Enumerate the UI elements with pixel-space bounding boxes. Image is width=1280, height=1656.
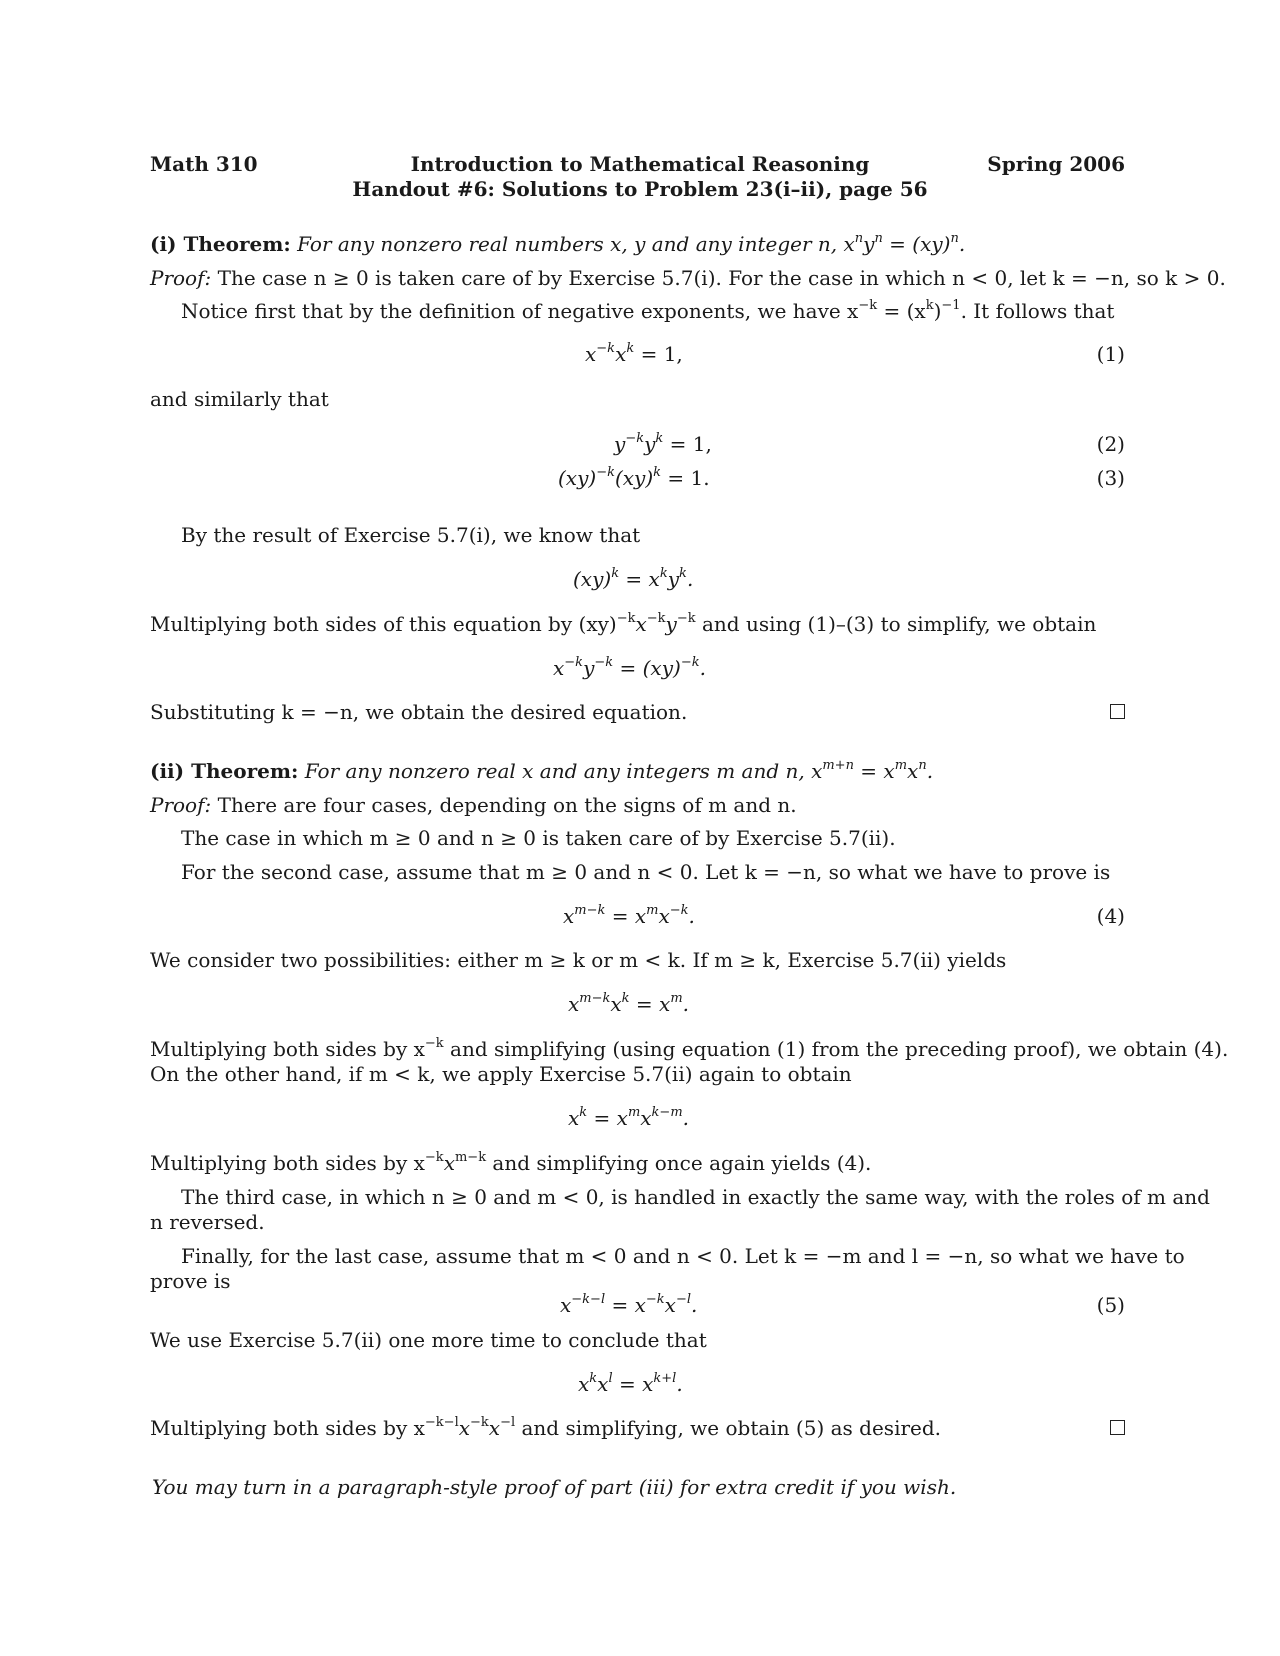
qed-square	[1110, 1420, 1125, 1435]
equation-result-i: $x^{-k}y^{-k} = (xy)^{-k}$.	[553, 655, 706, 680]
extra-credit-note: You may turn in a paragraph-style proof of part (iii) for extra credit if you wish.	[152, 1475, 957, 1499]
proof-i-line1: Proof: The case n ≥ 0 is taken care of by Exercise 5.7(i). For the case in which n < 0, let k = −n, so k > 0.	[150, 266, 1226, 290]
equation-case-b: $x^k = x^mx^{k-m}$.	[568, 1105, 690, 1130]
equation-number: (1)	[1096, 342, 1125, 366]
text-consider: We consider two possibilities: either m ≥ k or m < k. If m ≥ k, Exercise 5.7(ii) yields	[150, 948, 1007, 972]
equation-3: (xy)$^{-k}$(xy)$^k$ = 1.	[558, 465, 710, 490]
theorem-label: (i) Theorem:	[150, 232, 291, 256]
theorem-statement: For any nonzero real x and any integers m and n, $x^{m+n} = x^mx^n$.	[304, 758, 934, 783]
proof-ii-line1: Proof: There are four cases, depending on the signs of m and n.	[150, 793, 797, 817]
text-multiplying-ii-2: Multiplying both sides by $x^{-k}x^{m-k}$ and simplifying once again yields (4).	[150, 1150, 872, 1175]
text-other-hand: On the other hand, if m < k, we apply Exercise 5.7(ii) again to obtain	[150, 1062, 852, 1086]
theorem-statement: For any nonzero real numbers x, y and any integer n, $x^ny^n = (xy)^n$.	[297, 231, 966, 256]
equation-number: (4)	[1096, 904, 1125, 928]
text-multiplying-ii-3: Multiplying both sides by $x^{-k-l}x^{-k}x^{-l}$ and simplifying, we obtain (5) as desired.	[150, 1415, 942, 1440]
text-third-case-1: The third case, in which n ≥ 0 and m < 0, is handled in exactly the same way, with the roles of m and	[181, 1185, 1210, 1209]
text-multiplying-ii-1: Multiplying both sides by $x^{-k}$ and simplifying (using equation (1) from the preceding proof), we obtain (4).	[150, 1036, 1229, 1061]
theorem-i	[150, 232, 965, 256]
text-final-case-2: prove is	[150, 1269, 231, 1293]
text-third-case-2: n reversed.	[150, 1210, 265, 1234]
equation-1: $x^{-k}x^k = 1$,	[585, 341, 683, 366]
equation-2: $y^{-k}y^k = 1$,	[614, 431, 712, 456]
equation-case-a: $x^{m-k}x^k = x^m$.	[568, 991, 690, 1016]
qed-square	[1110, 704, 1125, 719]
theorem-label: (ii) Theorem:	[150, 759, 299, 783]
equation-number: (3)	[1096, 466, 1125, 490]
theorem-ii	[150, 759, 933, 783]
course-label: Math 310	[150, 152, 258, 176]
equation-4: $x^{m-k} = x^mx^{-k}$.	[563, 903, 695, 928]
text-multiplying-i: Multiplying both sides of this equation by $(xy)^{-k}x^{-k}y^{-k}$ and using (1)–(3) to simplify, we obtain	[150, 611, 1097, 636]
text-case2: For the second case, assume that m ≥ 0 and n < 0. Let k = −n, so what we have to prove is	[181, 860, 1111, 884]
equation-case-c: $x^kx^l = x^{k+l}$.	[578, 1371, 683, 1396]
document-title: Introduction to Mathematical Reasoning	[410, 152, 870, 176]
equation-5: $x^{-k-l} = x^{-k}x^{-l}$.	[560, 1292, 698, 1317]
text-final-case-1: Finally, for the last case, assume that m < 0 and n < 0. Let k = −m and l = −n, so what we have to	[181, 1244, 1185, 1268]
equation-number: (2)	[1096, 432, 1125, 456]
text-one-more: We use Exercise 5.7(ii) one more time to conclude that	[150, 1328, 707, 1352]
document-subtitle: Handout #6: Solutions to Problem 23(i–ii), page 56	[352, 177, 928, 201]
text-by-result: By the result of Exercise 5.7(i), we know that	[181, 523, 641, 547]
equation-number: (5)	[1096, 1293, 1125, 1317]
text-case1: The case in which m ≥ 0 and n ≥ 0 is taken care of by Exercise 5.7(ii).	[181, 826, 896, 850]
proof-i-line2: Notice first that by the definition of negative exponents, we have $x^{-k} = (x^k)^{-1}$. It follows that	[181, 298, 1115, 323]
text-similarly: and similarly that	[150, 387, 329, 411]
term-label: Spring 2006	[987, 152, 1125, 176]
text-substituting: Substituting k = −n, we obtain the desired equation.	[150, 700, 688, 724]
equation-xyk: $(xy)^k = x^ky^k$.	[573, 566, 694, 591]
